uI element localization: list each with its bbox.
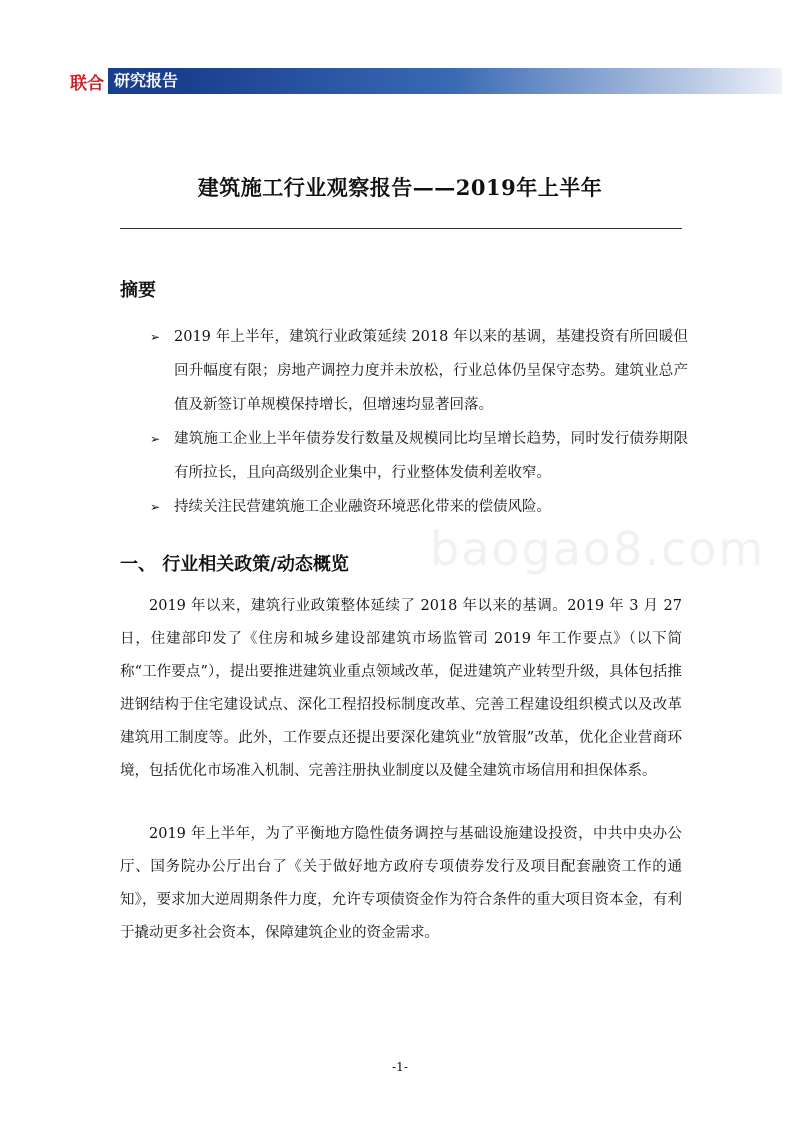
document-title: 建筑施工行业观察报告——2019年上半年 bbox=[197, 175, 603, 200]
summary-bullet bbox=[148, 320, 688, 422]
body-paragraph: 2019 年上半年，为了平衡地方隐性债务调控与基础设施建设投资，中共中央办公厅、国务院办公厅出台了《关于做好地方政府专项债券发行及项目配套融资工作的通知》，要求加大逆周期条件力度，允许专项债资金作为符合条件的重大项目资本金，有利于撬动更多社会资本，保障建筑企业的资金需求。 bbox=[120, 826, 682, 941]
watermark: baogao8.com bbox=[430, 522, 766, 576]
summary-bullet bbox=[148, 422, 688, 490]
section-heading: 一、 行业相关政策/动态概览 bbox=[120, 554, 349, 575]
body-paragraph: 2019 年以来，建筑行业政策整体延续了 2018 年以来的基调。2019 年 3 月 27 日，住建部印发了《住房和城乡建设部建筑市场监管司 2019 年工作要点》（以下简称“工作要点”），提出要推进建筑业重点领域改革，促进建筑产业转型升级，具体包括推进钢结构于住宅建设试点、深化工程招投标制度改革、完善工程建设组织模式以及改革建筑用工制度等。此外，工作要点还提出要深化建筑业“放管服”改革，优化企业营商环境，包括优化市场准入机制、完善注册执业制度以及健全建筑市场信用和担保体系。 bbox=[120, 598, 682, 779]
summary-bullet bbox=[148, 490, 688, 524]
header-gradient bbox=[184, 68, 782, 94]
summary-bullet-list bbox=[148, 320, 688, 524]
summary-heading: 摘要 bbox=[120, 280, 156, 301]
summary-bullet-text: 2019 年上半年，建筑行业政策延续 2018 年以来的基调，基建投资有所回暖但回升幅度有限；房地产调控力度并未放松，行业总体仍呈保守态势。建筑业总产值及新签订单规模保持增长，但增速均显著回落。 bbox=[174, 329, 688, 413]
page-number: -1- bbox=[392, 1060, 408, 1074]
arrow-bullet-icon: ➢ bbox=[150, 330, 161, 344]
brand-primary: 联合 bbox=[70, 73, 104, 94]
summary-bullet-text: 持续关注民营建筑施工企业融资环境恶化带来的偿债风险。 bbox=[174, 499, 551, 515]
report-header-bar bbox=[70, 68, 782, 94]
title-divider bbox=[120, 228, 682, 229]
arrow-bullet-icon: ➢ bbox=[150, 500, 161, 514]
brand-secondary: 研究报告 bbox=[108, 68, 184, 94]
summary-bullet-text: 建筑施工企业上半年债券发行数量及规模同比均呈增长趋势，同时发行债券期限有所拉长，且向高级别企业集中，行业整体发债利差收窄。 bbox=[174, 431, 688, 481]
arrow-bullet-icon: ➢ bbox=[150, 432, 161, 446]
